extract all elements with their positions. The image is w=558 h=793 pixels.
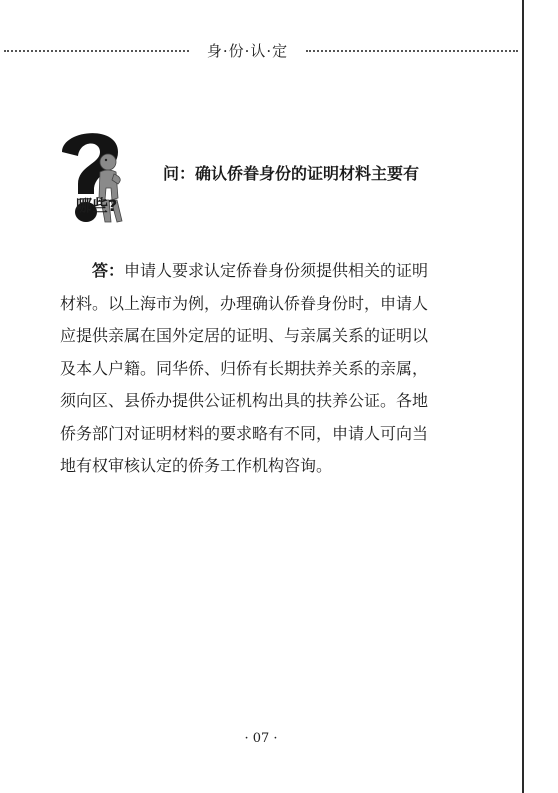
answer-line bbox=[60, 255, 450, 288]
page-edge-line bbox=[522, 0, 524, 793]
question-line-2: 哪些? bbox=[76, 196, 118, 215]
question-heading bbox=[76, 158, 456, 222]
answer-line: 应提供亲属在国外定居的证明、与亲属关系的证明以 bbox=[60, 326, 429, 345]
answer-line: 侨务部门对证明材料的要求略有不同，申请人可向当 bbox=[60, 423, 429, 443]
header-dotted-rule-right bbox=[306, 50, 518, 52]
answer-line: 及本人户籍。同华侨、归侨有长期扶养关系的亲属， bbox=[60, 358, 429, 378]
answer-line: 地有权审核认定的侨务工作机构咨询。 bbox=[60, 456, 333, 475]
question-line-1: 问：确认侨眷身份的证明材料主要有 bbox=[163, 164, 420, 183]
answer-line-text: 申请人要求认定侨眷身份须提供相关的证明 bbox=[124, 261, 429, 280]
answer-paragraph bbox=[60, 255, 450, 483]
answer-line: 须向区、县侨办提供公证机构出具的扶养公证。各地 bbox=[60, 391, 429, 410]
answer-line: 材料。以上海市为例，办理确认侨眷身份时，申请人 bbox=[60, 293, 429, 313]
header-dotted-rule-left bbox=[4, 50, 189, 52]
answer-label: 答： bbox=[92, 261, 125, 280]
page-number: · 07 · bbox=[244, 731, 278, 746]
running-header bbox=[0, 41, 520, 61]
header-title: 身·份·认·定 bbox=[206, 42, 289, 60]
